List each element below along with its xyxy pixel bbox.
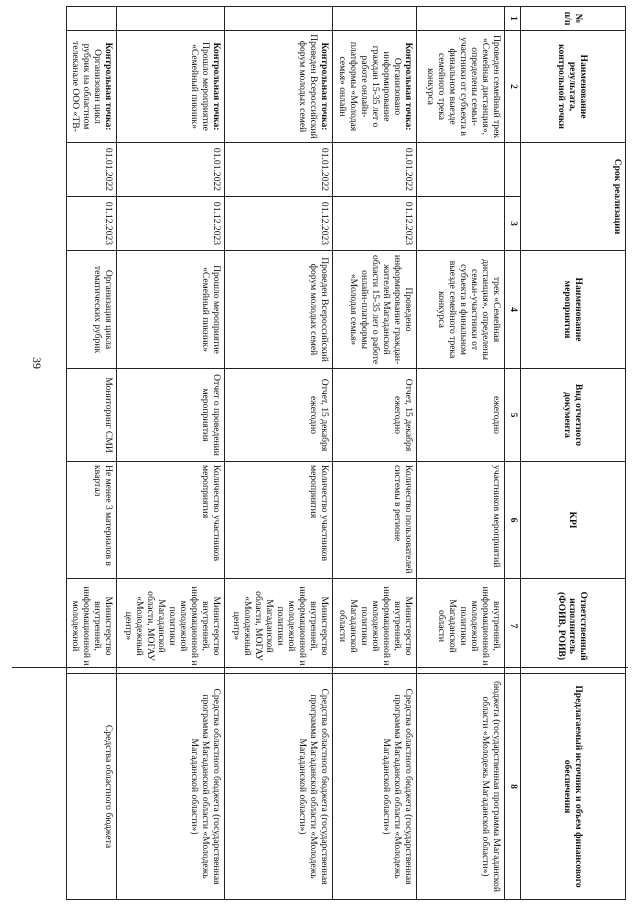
table-row — [333, 7, 417, 900]
rotated-table-container — [70, 6, 626, 899]
row-source: Средства областного бюджета (государственная программа Магаданской области «Молодежь Магаданской области») — [225, 674, 333, 900]
row-no — [67, 7, 117, 31]
row-executor: Министерство внутренней, информационной и молодежной — [67, 579, 117, 674]
row-result — [67, 31, 117, 143]
row-result — [225, 31, 333, 143]
row-result-text: Проведен Всероссийский форум молодых семей — [297, 34, 319, 139]
row-result-text: Прошло мероприятие «Семейный пикник» — [189, 42, 211, 131]
table-row — [117, 7, 225, 900]
table-row — [67, 7, 117, 900]
row-result-text: Проведен семейный трек «Семейная дистанция», определены семьи-участники от субъекта в финальном выезде семейного трека конкурса — [425, 34, 502, 139]
header-executor: Ответственный исполнитель (ФОИВ, РОИВ) — [521, 579, 626, 674]
col-number: 3 — [505, 197, 521, 251]
header-event: Наименование мероприятия — [521, 251, 626, 369]
col-number — [505, 143, 521, 197]
page-number: 39 — [30, 357, 44, 369]
row-event: трек «Семейная дистанция», определены семьи-участники от субъекта в финальном выезде семейного трека конкурса — [417, 251, 505, 369]
row-start: 01.01.2022 — [333, 143, 417, 197]
row-result — [417, 31, 505, 143]
row-source: бюджета (государственная программа Магаданской области «Молодежь Магаданской области») — [417, 674, 505, 900]
row-kpi: Количество участников мероприятия — [117, 462, 225, 579]
header-source: Предлагаемый источник и объем финансового обеспечения — [521, 674, 626, 900]
row-doc: Отчет, 15 декабря ежегодно — [225, 369, 333, 462]
row-result-label: Контрольная точка: — [403, 42, 414, 131]
header-row — [521, 7, 626, 900]
plan-table — [66, 6, 626, 900]
row-start: 01.01.2022 — [117, 143, 225, 197]
row-kpi: Не менее 3 материалов в квартал — [67, 462, 117, 579]
col-number: 4 — [505, 251, 521, 369]
row-end: 01.12.2023 — [333, 197, 417, 251]
row-source: Средства областного бюджета (государственная программа Магаданской области «Молодежь Магаданской области») — [117, 674, 225, 900]
table-row — [225, 7, 333, 900]
column-number-row — [505, 7, 521, 900]
col-number: 7 — [505, 579, 521, 674]
col-number: 5 — [505, 369, 521, 462]
row-start — [417, 143, 505, 197]
col-number: 6 — [505, 462, 521, 579]
row-kpi: Количество участников мероприятия — [225, 462, 333, 579]
row-no — [333, 7, 417, 31]
row-result-label: Контрольная точка: — [211, 42, 222, 131]
row-result-text: Организовано информирование граждан 15-35 лет о работе онлайн-платформы «Молодая семья» онлайн — [337, 41, 403, 132]
col-number: 1 — [505, 7, 521, 31]
header-no: № п/п — [521, 7, 626, 31]
header-result: Наименование результата, контрольной точки — [521, 31, 626, 143]
row-executor: Министерство внутренней, информационной и молодежной политики Магаданской области, МОГАУ «Молодежный центр» — [117, 579, 225, 674]
row-executor: внутренней, информационной и молодежной политики Магаданской области — [417, 579, 505, 674]
row-event: Прошло мероприятие «Семейный пикник» — [117, 251, 225, 369]
col-number: 2 — [505, 31, 521, 143]
row-source: Средства областного бюджета (государственная программа Магаданской области «Молодежь Магаданской области») — [333, 674, 417, 900]
row-kpi: Количество пользователей системы в регионе — [333, 462, 417, 579]
row-no — [417, 7, 505, 31]
row-doc: Отчет, 15 декабря ежегодно — [333, 369, 417, 462]
row-end: 01.12.2023 — [225, 197, 333, 251]
row-start: 01.01.2022 — [225, 143, 333, 197]
row-result-label: Контрольная точка: — [103, 42, 114, 131]
header-kpi: KPI — [521, 462, 626, 579]
row-result — [117, 31, 225, 143]
row-no — [225, 7, 333, 31]
row-end: 01.12.2023 — [67, 197, 117, 251]
row-event: Проведен Всероссийский форум молодых семей — [225, 251, 333, 369]
col-number: 8 — [505, 674, 521, 900]
row-end: 01.12.2023 — [117, 197, 225, 251]
row-source: Средства областного бюджета — [67, 674, 117, 900]
header-term: Срок реализации — [521, 143, 626, 251]
row-doc: ежегодно — [417, 369, 505, 462]
row-end — [417, 197, 505, 251]
row-event: Организация цикла тематических рубрик — [67, 251, 117, 369]
row-executor: Министерство внутренней, информационной и молодежной политики Магаданской области, МОГАУ «Молодежный центр» — [225, 579, 333, 674]
row-kpi: участников мероприятий — [417, 462, 505, 579]
row-doc: Мониторинг СМИ — [67, 369, 117, 462]
row-executor: Министерство внутренней, информационной и молодежной политики Магаданской области — [333, 579, 417, 674]
row-no — [117, 7, 225, 31]
row-doc: Отчет о проведении мероприятия — [117, 369, 225, 462]
row-result-label: Контрольная точка: — [319, 42, 330, 131]
row-event: Проведено информирование граждан-жителей Магаданской области 15-35 лет о работе онлайн-платформы «Молодая семья» — [333, 251, 417, 369]
row-result — [333, 31, 417, 143]
row-result-text: Организован цикл рубрик на областном телеканале ООО «ТВ- — [70, 41, 103, 132]
table-row — [417, 7, 505, 900]
row-start: 01.01.2022 — [67, 143, 117, 197]
header-doc: Вид отчетного документа — [521, 369, 626, 462]
